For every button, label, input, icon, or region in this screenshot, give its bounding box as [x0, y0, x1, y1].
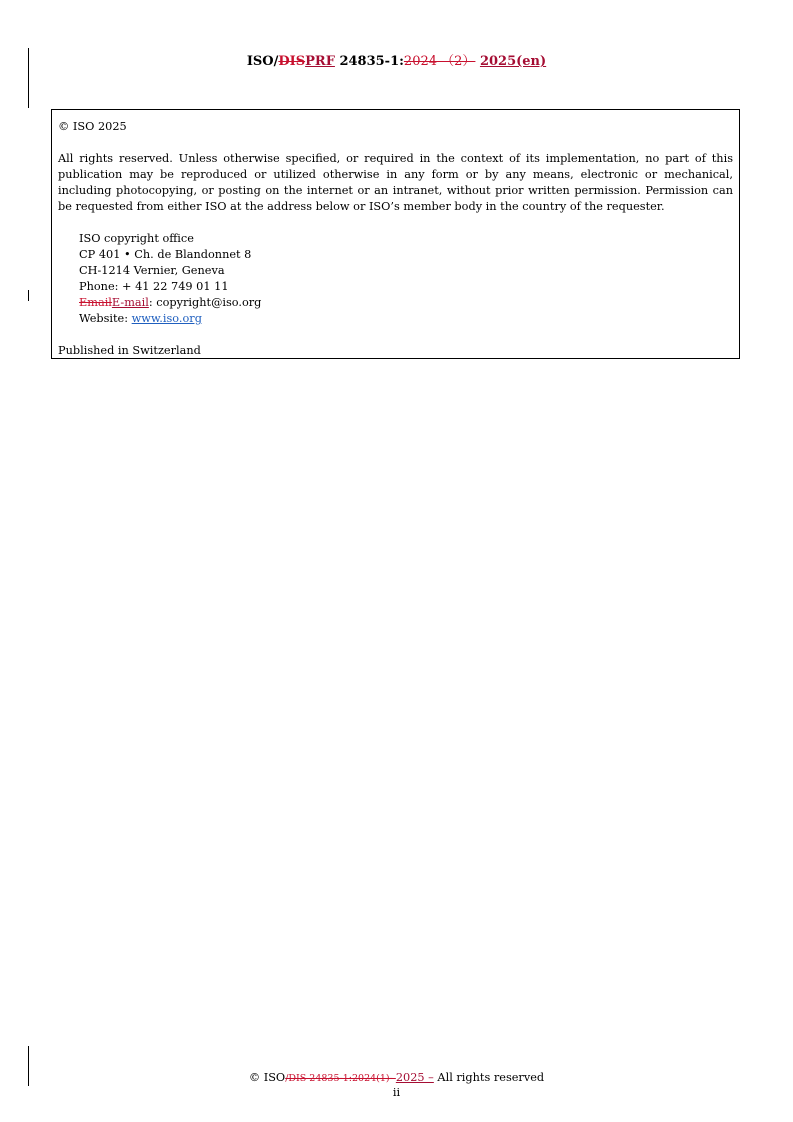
website-link[interactable]: www.iso.org: [131, 312, 202, 325]
address-email: [79, 295, 733, 311]
address-city: CH-1214 Vernier, Geneva: [79, 264, 225, 277]
header-deleted-stage: DIS: [278, 54, 306, 69]
footer-deleted: /DIS 24835-1:2024(1)-: [285, 1073, 396, 1084]
header-inserted-stage: PRF: [305, 54, 335, 69]
rights-text: All rights reserved. Unless otherwise specified, or required in the context of its implementation, no part of this publication may be reproduced or utilized otherwise in any form or by any means, electronic or mechanical, including photocopying, or posting on the internet or an intranet, without prior written permission. Permission can be requested from either ISO at the address below or ISO’s member body in the country of the requester.: [58, 152, 733, 213]
header-prefix: ISO/: [246, 54, 279, 69]
address-office: ISO copyright office: [79, 232, 194, 245]
footer-suffix: All rights reserved: [433, 1071, 545, 1084]
copyright-line: © ISO 2025: [58, 120, 127, 133]
change-bar-email: [28, 290, 29, 301]
address-street: CP 401 • Ch. de Blandonnet 8: [79, 248, 252, 261]
email-inserted-label: E-mail: [111, 296, 149, 309]
page-number: ii: [392, 1086, 401, 1099]
footer-line: [0, 1071, 793, 1086]
header-number: 24835-1:: [334, 54, 404, 69]
website-label: Website:: [79, 312, 132, 325]
header-deleted-year: 2024 （2）: [403, 54, 476, 69]
published-line: Published in Switzerland: [58, 344, 201, 357]
footer-prefix: © ISO: [248, 1071, 286, 1084]
copyright-box: [51, 109, 740, 359]
email-value: : copyright@iso.org: [148, 296, 262, 309]
footer-inserted: 2025 –: [395, 1071, 434, 1084]
address-block: [58, 231, 733, 327]
address-phone: Phone: + 41 22 749 01 11: [79, 280, 229, 293]
document-header: [0, 50, 793, 69]
header-inserted-year: 2025(en): [479, 54, 547, 69]
document-footer: [0, 1071, 793, 1100]
address-website: [79, 311, 733, 327]
email-deleted-label: Email: [79, 296, 112, 309]
